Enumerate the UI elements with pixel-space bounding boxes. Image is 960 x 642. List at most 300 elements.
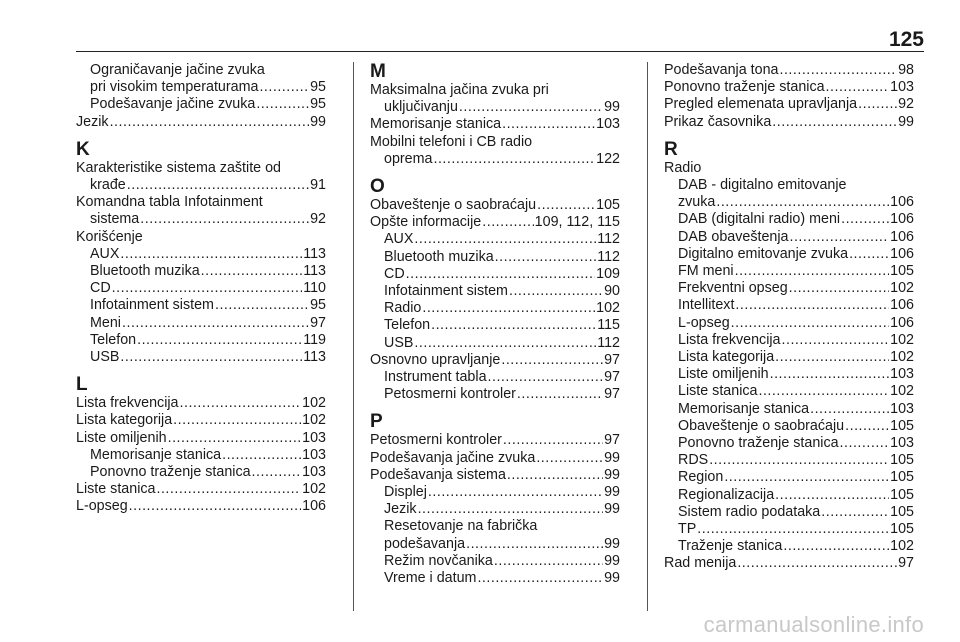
page-reference: 112 (597, 334, 620, 351)
entry-text: Mobilni telefoni i CB radio (370, 133, 533, 150)
page-reference: 103 (302, 446, 326, 463)
entry-text: Ponovno traženje stanica (678, 435, 839, 452)
index-subentry (664, 418, 914, 435)
page-reference: 105 (890, 486, 914, 503)
entry-text: L-opseg (678, 314, 730, 331)
page-reference: 115 (597, 317, 620, 334)
index-letter-heading: O (370, 176, 385, 198)
dot-leader (477, 570, 603, 587)
index-entry (370, 116, 620, 133)
entry-text: Liste stanica (678, 383, 758, 400)
dot-leader (775, 349, 889, 366)
index-letter-heading: K (76, 138, 90, 160)
index-subentry (664, 194, 914, 211)
dot-leader (782, 332, 890, 349)
page-reference: 97 (310, 314, 326, 331)
page-reference: 99 (604, 99, 620, 116)
page-reference: 102 (302, 481, 326, 498)
index-subentry (370, 266, 620, 283)
dot-leader (709, 452, 889, 469)
dot-leader (783, 538, 889, 555)
index-subentry (664, 332, 914, 349)
entry-text: Rad menija (664, 555, 737, 572)
index-subentry (370, 283, 620, 300)
entry-text: Radio (384, 300, 422, 317)
dot-leader (180, 395, 302, 412)
dot-leader (120, 349, 302, 366)
page-reference: 98 (898, 62, 914, 78)
page-reference: 106 (890, 194, 914, 211)
index-subentry (664, 538, 914, 555)
dot-leader (495, 249, 597, 266)
entry-text: Pregled elemenata upravljanja (664, 96, 858, 113)
entry-text: Frekventni opseg (678, 280, 788, 297)
page-reference: 106 (890, 314, 914, 331)
page-reference: 97 (604, 386, 620, 403)
index-entry (76, 430, 326, 447)
index-entry (664, 62, 914, 79)
page-reference: 99 (604, 501, 620, 518)
page-reference: 105 (596, 197, 620, 214)
dot-leader (127, 177, 309, 194)
dot-leader (724, 469, 889, 486)
index-entry (664, 96, 914, 113)
dot-leader (406, 266, 595, 283)
entry-text: Petosmerni kontroler (384, 386, 516, 403)
entry-text: Traženje stanica (678, 538, 783, 555)
entry-text: Komandna tabla Infotainment (76, 194, 263, 211)
dot-leader (482, 214, 533, 231)
entry-text: Meni (90, 314, 121, 331)
index-entry (664, 79, 914, 96)
index-subentry (664, 280, 914, 297)
page-reference: 92 (310, 211, 326, 228)
index-subentry (370, 335, 620, 352)
index-subentry (76, 62, 326, 79)
index-subentry (76, 315, 326, 332)
page-reference: 105 (890, 469, 914, 486)
page-reference: 103 (302, 429, 326, 446)
page-reference: 112 (597, 248, 620, 265)
entry-text: DAB (digitalni radio) meni (678, 211, 841, 228)
index-letter-heading: L (76, 374, 88, 396)
index-subentry (370, 317, 620, 334)
dot-leader (537, 197, 595, 214)
dot-leader (418, 501, 604, 518)
index-letter-heading: M (370, 61, 386, 82)
entry-text: Ponovno traženje stanica (664, 79, 825, 96)
dot-leader (735, 263, 890, 280)
entry-text: USB (90, 349, 120, 366)
dot-leader (772, 114, 897, 131)
page-reference: 97 (604, 351, 620, 368)
entry-text: Maksimalna jačina zvuka pri (370, 82, 549, 98)
entry-text: sistema (90, 211, 140, 228)
page-reference: 102 (890, 383, 914, 400)
page-reference: 102 (890, 538, 914, 555)
page-reference: 103 (890, 400, 914, 417)
entry-text: Lista frekvencija (76, 395, 179, 412)
entry-text: RDS (678, 452, 709, 469)
dot-leader (716, 194, 889, 211)
page-reference: 92 (898, 96, 914, 113)
entry-text: Ponovno traženje stanica (90, 464, 251, 481)
index-entry (76, 481, 326, 498)
index-subentry (76, 263, 326, 280)
index-subentry (664, 521, 914, 538)
page-reference: 99 (604, 552, 620, 569)
index-entry (664, 160, 914, 177)
index-subentry (664, 366, 914, 383)
page-reference: 105 (890, 521, 914, 538)
index-subentry (664, 487, 914, 504)
index-subentry (664, 229, 914, 246)
index-subentry (370, 386, 620, 403)
index-entry (664, 555, 914, 572)
index-subentry (76, 246, 326, 263)
dot-leader (737, 555, 897, 572)
page-reference: 106 (302, 498, 326, 515)
entry-text: Telefon (90, 331, 137, 348)
dot-leader (536, 450, 603, 467)
dot-leader (201, 263, 303, 280)
dot-leader (112, 280, 303, 297)
entry-text: krađe (90, 177, 126, 194)
index-subentry (664, 263, 914, 280)
dot-leader (502, 116, 595, 133)
entry-text: Sistem radio podataka (678, 503, 821, 520)
entry-text: Ograničavanje jačine zvuka (90, 62, 265, 78)
index-subentry (370, 518, 620, 535)
entry-text: Regionalizacija (678, 486, 775, 503)
entry-text: Radio (664, 159, 702, 176)
page-reference: 97 (604, 432, 620, 449)
page-reference: 113 (303, 349, 326, 366)
entry-text: pri visokim temperaturama (90, 79, 259, 96)
index-subentry (664, 469, 914, 486)
page-reference: 99 (604, 484, 620, 501)
index-column-3 (664, 62, 914, 573)
entry-text: Lista kategorija (678, 349, 775, 366)
entry-text: Infotainment sistem (384, 283, 508, 300)
index-subentry (664, 401, 914, 418)
page-reference: 99 (898, 113, 914, 130)
page-reference: 102 (890, 331, 914, 348)
page-reference: 106 (890, 228, 914, 245)
dot-leader (494, 553, 603, 570)
page-reference: 105 (890, 503, 914, 520)
dot-leader (466, 536, 603, 553)
entry-text: Memorisanje stanica (678, 400, 810, 417)
page-reference: 95 (310, 297, 326, 314)
page-reference: 99 (604, 570, 620, 587)
dot-leader (840, 435, 890, 452)
index-subentry (664, 246, 914, 263)
dot-leader (110, 114, 310, 131)
index-entry (370, 134, 620, 151)
entry-text: Opšte informacije (370, 214, 482, 231)
page-reference: 102 (890, 349, 914, 366)
index-subentry (76, 349, 326, 366)
index-subentry (664, 452, 914, 469)
index-subentry (664, 211, 914, 228)
page-number: 125 (888, 28, 924, 51)
index-subentry (76, 280, 326, 297)
dot-leader (731, 315, 889, 332)
index-subentry (76, 79, 326, 96)
index-letter-heading: P (370, 411, 383, 433)
entry-text: Infotainment sistem (90, 297, 214, 314)
entry-text: Bluetooth muzika (384, 248, 494, 265)
index-subentry (370, 536, 620, 553)
dot-leader (735, 297, 889, 314)
index-subentry (664, 297, 914, 314)
index-entry (370, 467, 620, 484)
page-reference: 113 (303, 245, 326, 262)
dot-leader (168, 430, 302, 447)
entry-text: podešavanja (384, 535, 466, 552)
index-subentry (370, 501, 620, 518)
dot-leader (810, 401, 889, 418)
dot-leader (770, 366, 890, 383)
index-subentry (370, 231, 620, 248)
dot-leader (140, 211, 309, 228)
page-reference: 103 (890, 366, 914, 383)
index-entry (370, 432, 620, 449)
page-reference: 105 (890, 452, 914, 469)
dot-leader (414, 335, 596, 352)
entry-text: Obaveštenje o saobraćaju (370, 197, 537, 214)
index-subentry (370, 99, 620, 116)
index-subentry (664, 435, 914, 452)
index-entry (76, 160, 326, 177)
page-reference: 91 (310, 177, 326, 194)
dot-leader (509, 283, 603, 300)
watermark: carmanualsonline.info (703, 612, 924, 637)
dot-leader (156, 481, 301, 498)
index-subentry (76, 211, 326, 228)
index-subentry (76, 464, 326, 481)
page-reference: 102 (890, 280, 914, 297)
dot-leader (821, 504, 889, 521)
index-subentry (76, 177, 326, 194)
page-reference: 102 (302, 395, 326, 412)
page-reference: 109, 112, 115 (534, 214, 620, 231)
index-subentry (664, 383, 914, 400)
dot-leader (252, 464, 302, 481)
page-reference: 103 (890, 435, 914, 452)
dot-leader (849, 246, 889, 263)
index-subentry (664, 504, 914, 521)
page-reference: 106 (890, 297, 914, 314)
entry-text: Displej (384, 484, 427, 501)
dot-leader (122, 315, 309, 332)
entry-text: Prikaz časovnika (664, 113, 772, 130)
page-reference: 105 (890, 417, 914, 434)
page-reference: 109 (596, 265, 620, 282)
entry-text: Podešavanje jačine zvuka (90, 96, 256, 113)
page-reference: 102 (596, 300, 620, 317)
index-entry (370, 214, 620, 231)
entry-text: Režim novčanika (384, 552, 493, 569)
entry-text: USB (384, 334, 414, 351)
index-subentry (370, 151, 620, 168)
entry-text: Telefon (384, 317, 431, 334)
dot-leader (215, 297, 309, 314)
entry-text: Liste omiljenih (76, 429, 167, 446)
index-entry (76, 229, 326, 246)
dot-leader (501, 352, 603, 369)
index-entry (370, 197, 620, 214)
dot-leader (120, 246, 302, 263)
entry-text: AUX (384, 231, 414, 248)
index-subentry (664, 177, 914, 194)
page-reference: 90 (604, 283, 620, 300)
entry-text: Osnovno upravljanje (370, 351, 501, 368)
entry-text: Petosmerni kontroler (370, 432, 502, 449)
entry-text: oprema (384, 150, 433, 167)
page-reference: 99 (604, 449, 620, 466)
entry-text: DAB - digitalno emitovanje (678, 177, 847, 194)
page-reference: 99 (604, 466, 620, 483)
dot-leader (845, 418, 889, 435)
index-subentry (76, 332, 326, 349)
dot-leader (841, 211, 889, 228)
index-entry (370, 82, 620, 99)
page-reference: 102 (302, 412, 326, 429)
page-reference: 95 (310, 79, 326, 96)
entry-text: FM meni (678, 263, 734, 280)
entry-text: Korišćenje (76, 228, 143, 245)
dot-leader (173, 412, 301, 429)
entry-text: Vreme i datum (384, 570, 477, 587)
entry-text: Obaveštenje o saobraćaju (678, 417, 845, 434)
index-entry (370, 352, 620, 369)
entry-text: CD (90, 280, 111, 297)
index-subentry (664, 349, 914, 366)
index-column-1 (76, 62, 326, 516)
entry-text: Memorisanje stanica (370, 116, 502, 133)
dot-leader (433, 151, 595, 168)
entry-text: Jezik (384, 501, 417, 518)
index-column-2 (370, 62, 620, 587)
index-subentry (76, 96, 326, 113)
dot-leader (129, 498, 301, 515)
entry-text: Instrument tabla (384, 369, 487, 386)
index-subentry (370, 570, 620, 587)
dot-leader (775, 487, 889, 504)
dot-leader (503, 432, 603, 449)
page-reference: 105 (890, 263, 914, 280)
entry-text: Podešavanja sistema (370, 466, 506, 483)
page-reference: 106 (890, 211, 914, 228)
page-reference: 112 (597, 231, 620, 248)
dot-leader (428, 484, 603, 501)
dot-leader (507, 467, 603, 484)
dot-leader (517, 386, 603, 403)
entry-text: AUX (90, 245, 120, 262)
index-subentry (76, 447, 326, 464)
index-letter-heading: R (664, 138, 678, 160)
header-rule (76, 51, 924, 52)
page-reference: 122 (596, 150, 620, 167)
index-entry (76, 412, 326, 429)
entry-text: Liste omiljenih (678, 366, 769, 383)
dot-leader (422, 300, 595, 317)
dot-leader (488, 369, 604, 386)
dot-leader (137, 332, 302, 349)
entry-text: Podešavanja jačine zvuka (370, 449, 536, 466)
page-reference: 103 (302, 464, 326, 481)
entry-text: Region (678, 469, 724, 486)
page-reference: 97 (898, 555, 914, 572)
entry-text: DAB obaveštenja (678, 228, 789, 245)
dot-leader (459, 99, 603, 116)
entry-text: Podešavanja tona (664, 62, 779, 78)
dot-leader (858, 96, 897, 113)
dot-leader (697, 521, 889, 538)
dot-leader (826, 79, 890, 96)
dot-leader (222, 447, 301, 464)
index-subentry (370, 300, 620, 317)
index-entry (76, 498, 326, 515)
dot-leader (789, 229, 889, 246)
index-subentry (370, 484, 620, 501)
entry-text: Bluetooth muzika (90, 263, 200, 280)
entry-text: Memorisanje stanica (90, 446, 222, 463)
index-subentry (370, 553, 620, 570)
column-divider (353, 62, 354, 611)
page-reference: 95 (310, 96, 326, 113)
entry-text: CD (384, 265, 405, 282)
index-entry (664, 114, 914, 131)
entry-text: Jezik (76, 113, 109, 130)
entry-text: TP (678, 521, 697, 538)
index-entry (76, 194, 326, 211)
index-subentry (370, 369, 620, 386)
index-entry (76, 114, 326, 131)
index-subentry (664, 315, 914, 332)
page-reference: 113 (303, 263, 326, 280)
page-reference: 103 (596, 116, 620, 133)
index-entry (370, 450, 620, 467)
dot-leader (758, 383, 889, 400)
entry-text: L-opseg (76, 498, 128, 515)
page-reference: 119 (303, 331, 326, 348)
entry-text: Karakteristike sistema zaštite od (76, 159, 282, 176)
entry-text: Digitalno emitovanje zvuka (678, 245, 849, 262)
dot-leader (431, 317, 596, 334)
entry-text: Resetovanje na fabrička (384, 518, 538, 535)
dot-leader (414, 231, 596, 248)
index-entry (76, 395, 326, 412)
page-reference: 103 (890, 79, 914, 96)
page-reference: 110 (303, 280, 326, 297)
dot-leader (259, 79, 309, 96)
dot-leader (779, 62, 897, 79)
entry-text: Lista frekvencija (678, 331, 781, 348)
dot-leader (256, 96, 309, 113)
page-reference: 99 (310, 113, 326, 130)
dot-leader (789, 280, 889, 297)
index-subentry (76, 297, 326, 314)
page-reference: 106 (890, 245, 914, 262)
page-reference: 97 (604, 369, 620, 386)
column-divider (647, 62, 648, 611)
index-subentry (370, 249, 620, 266)
entry-text: Liste stanica (76, 481, 156, 498)
page-reference: 99 (604, 535, 620, 552)
